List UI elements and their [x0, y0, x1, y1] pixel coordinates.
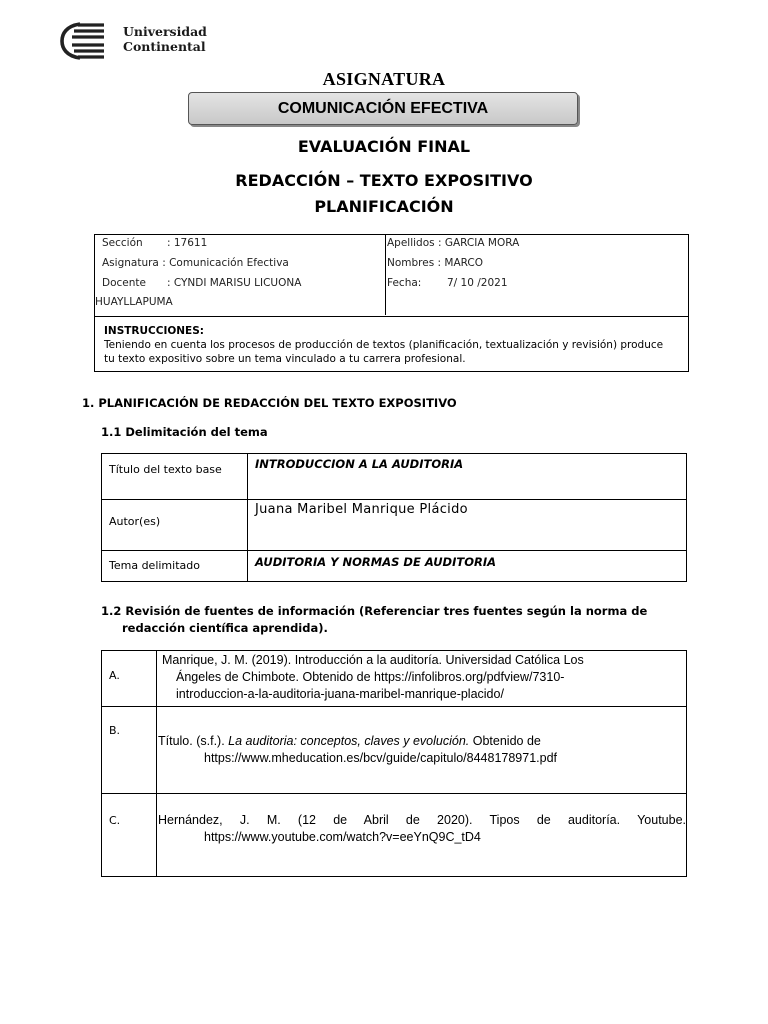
instructions-text: Teniendo en cuenta los procesos de producción de textos (planificación, textualización y revisión) produce tu texto expositivo sobre un tema vinculado a tu carrera profesional.	[104, 339, 664, 365]
apellidos-value: : GARCIA MORA	[437, 237, 520, 249]
apellidos-label: Apellidos	[387, 237, 435, 249]
topic-row-author-label-cell	[102, 500, 248, 550]
student-info-box	[94, 234, 689, 372]
source-a-line1: Manrique, J. M. (2019). Introducción a la auditoría. Universidad Católica Los	[162, 653, 584, 667]
section-1-1-heading: 1.1 Delimitación del tema	[101, 425, 268, 439]
university-name-line2: Continental	[123, 38, 206, 54]
docente-value: : CYNDI MARISU LICUONA	[167, 277, 302, 289]
source-b-line1	[158, 733, 557, 750]
evaluation-title: EVALUACIÓN FINAL	[297, 137, 471, 156]
section-1-2-heading: 1.2 Revisión de fuentes de información (Referenciar tres fuentes según la norma de	[101, 604, 648, 618]
source-a-line2: Ángeles de Chimbote. Obtenido de https://infolibros.org/pdfview/7310-	[176, 670, 565, 684]
nombres-value: : MARCO	[437, 257, 484, 269]
university-logo-icon	[60, 22, 112, 60]
source-b-title: La auditoria: conceptos, claves y evolución.	[228, 734, 470, 748]
topic-author-label: Autor(es)	[109, 515, 161, 528]
topic-row-theme-label-cell	[102, 551, 248, 581]
docente-label: Docente	[102, 277, 146, 289]
asignatura-line	[102, 257, 289, 269]
source-row-a-label-cell	[102, 651, 157, 706]
seccion-label: Sección	[102, 237, 143, 249]
sources-table	[101, 650, 687, 877]
source-c-label: C.	[109, 814, 121, 827]
fecha-label: Fecha:	[387, 277, 422, 289]
instructions	[95, 316, 688, 372]
topic-row-theme	[102, 551, 686, 581]
source-c-line1: Hernández, J. M. (12 de Abril de 2020). Tipos de auditoría. Youtube.	[158, 813, 686, 827]
docente-continuation: HUAYLLAPUMA	[95, 296, 173, 308]
nombres-label: Nombres	[387, 257, 435, 269]
seccion-line	[102, 237, 207, 249]
student-info	[386, 235, 688, 315]
document-title: REDACCIÓN – TEXTO EXPOSITIVO	[235, 171, 533, 190]
topic-row-title-label-cell	[102, 454, 248, 499]
source-c-text	[158, 812, 686, 846]
topic-table	[101, 453, 687, 582]
document-subtitle: PLANIFICACIÓN	[314, 197, 454, 216]
apellidos-line	[387, 237, 519, 249]
seccion-value: : 17611	[167, 237, 208, 249]
source-b-label: B.	[109, 724, 121, 737]
source-a-line3: introduccion-a-la-auditoria-juana-maribel-manrique-placido/	[176, 687, 504, 701]
section-1-2-heading-cont: redacción científica aprendida).	[122, 621, 328, 635]
fecha-value: 7/ 10 /2021	[447, 277, 508, 289]
topic-title-value: INTRODUCCION A LA AUDITORIA	[255, 457, 464, 471]
topic-author-value: Juana Maribel Manrique Plácido	[255, 502, 468, 517]
university-name	[123, 25, 207, 54]
fecha-line	[387, 277, 508, 289]
instructions-title: INSTRUCCIONES:	[104, 325, 204, 337]
subject-banner: COMUNICACIÓN EFECTIVA	[188, 92, 578, 125]
topic-row-author	[102, 500, 686, 551]
source-row-c	[102, 794, 686, 876]
asignatura-heading: ASIGNATURA	[322, 69, 446, 89]
source-b-text	[158, 733, 557, 767]
topic-title-label: Título del texto base	[109, 463, 222, 476]
source-row-a	[102, 651, 686, 707]
source-b-url: https://www.mheducation.es/bcv/guide/capitulo/8448178971.pdf	[204, 751, 558, 765]
source-a-label: A.	[109, 669, 120, 682]
asignatura-label: Asignatura	[102, 257, 159, 269]
source-row-c-label-cell	[102, 794, 157, 876]
source-row-b	[102, 707, 686, 794]
source-row-b-label-cell	[102, 707, 157, 793]
source-a-text	[162, 652, 584, 703]
asignatura-value: : Comunicación Efectiva	[162, 257, 289, 269]
topic-theme-label: Tema delimitado	[109, 559, 200, 572]
source-c-url: https://www.youtube.com/watch?v=eeYnQ9C_tD4	[204, 830, 481, 844]
docente-line	[102, 277, 301, 289]
nombres-line	[387, 257, 483, 269]
university-name-line1: Universidad	[123, 24, 207, 39]
topic-theme-value: AUDITORIA Y NORMAS DE AUDITORIA	[255, 555, 497, 569]
section-1-heading: 1. PLANIFICACIÓN DE REDACCIÓN DEL TEXTO EXPOSITIVO	[82, 396, 457, 410]
topic-row-title	[102, 454, 686, 500]
university-logo	[60, 20, 220, 62]
source-b-pre: Título. (s.f.).	[158, 734, 229, 748]
source-b-post: Obtenido de	[469, 734, 541, 748]
course-info	[95, 235, 386, 315]
